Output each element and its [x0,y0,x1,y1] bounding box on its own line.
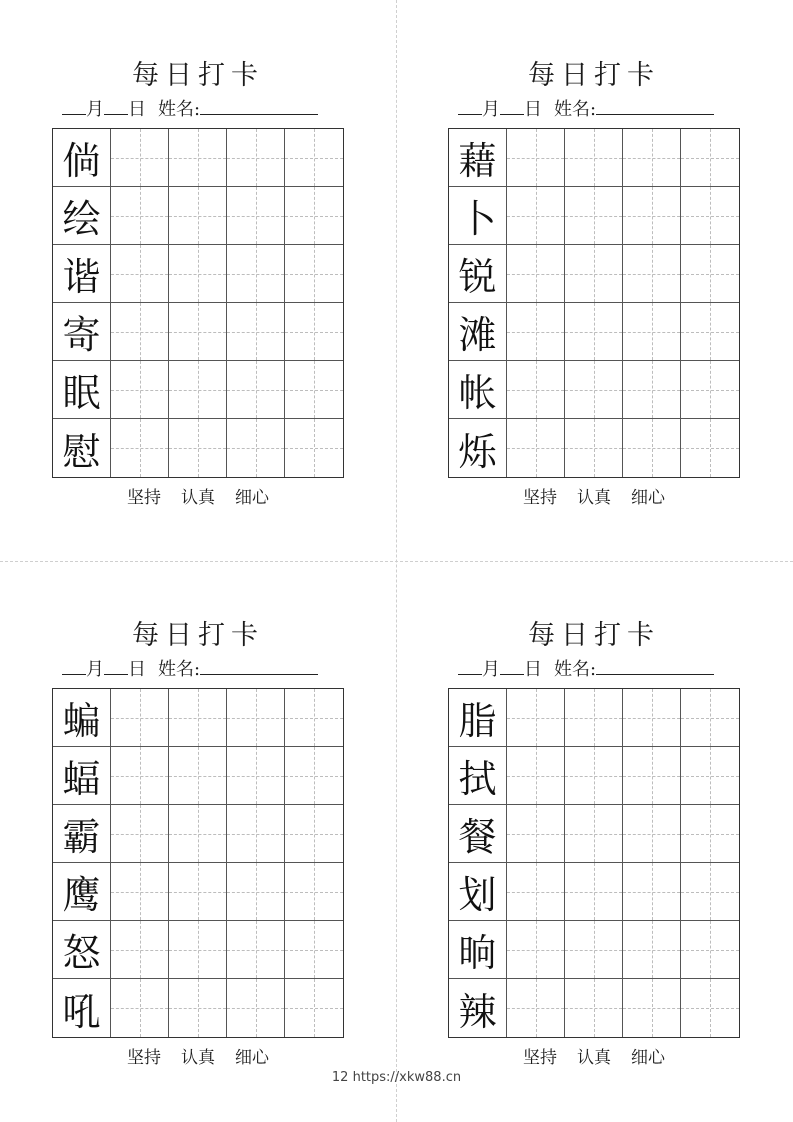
practice-cell[interactable] [565,747,623,805]
model-character: 鹰 [62,873,101,917]
model-character-cell [449,747,507,805]
day-blank[interactable] [104,656,128,675]
practice-cell[interactable] [623,419,681,477]
model-character-cell [53,689,111,747]
practice-cell[interactable] [507,805,565,863]
writing-grid [52,128,344,478]
practice-cell[interactable] [681,129,739,187]
practice-cell[interactable] [507,863,565,921]
practice-cell[interactable] [565,187,623,245]
model-character-cell [53,129,111,187]
practice-cell[interactable] [285,921,343,979]
month-blank[interactable] [458,96,482,115]
month-label: 月 [482,659,500,680]
practice-cell[interactable] [623,921,681,979]
practice-cell[interactable] [111,921,169,979]
practice-cell[interactable] [285,129,343,187]
model-character: 烁 [458,429,497,474]
practice-cell[interactable] [111,979,169,1037]
practice-cell[interactable] [565,979,623,1037]
motto-word: 细心 [235,488,269,508]
month-blank[interactable] [458,656,482,675]
practice-cell[interactable] [681,863,739,921]
model-character-cell [449,805,507,863]
writing-grid [448,688,740,1038]
practice-cell[interactable] [285,863,343,921]
practice-cell[interactable] [507,921,565,979]
practice-cell[interactable] [169,863,227,921]
practice-cell[interactable] [681,419,739,477]
practice-cell[interactable] [111,419,169,477]
practice-cell[interactable] [623,979,681,1037]
model-character: 蝙 [62,699,101,743]
practice-cell[interactable] [169,361,227,419]
practice-cell[interactable] [227,979,285,1037]
practice-cell[interactable] [285,419,343,477]
practice-cell[interactable] [565,303,623,361]
practice-cell[interactable] [169,805,227,863]
model-character: 划 [458,873,497,917]
motto-line [448,1046,740,1070]
practice-card [448,618,748,1078]
model-character: 眠 [62,371,101,415]
motto-word: 细心 [235,1048,269,1068]
motto-line [52,1046,344,1070]
motto-line [448,486,740,510]
practice-cell[interactable] [681,921,739,979]
name-blank[interactable] [596,96,714,115]
model-character-cell [53,979,111,1037]
footer-url: https://xkw88.cn [352,1070,462,1085]
practice-cell[interactable] [565,921,623,979]
motto-word: 认真 [181,488,215,508]
motto-word: 细心 [631,488,665,508]
name-blank[interactable] [200,96,318,115]
model-character: 锐 [458,255,497,299]
practice-cell[interactable] [623,361,681,419]
model-character: 慰 [62,429,101,474]
practice-cell[interactable] [169,979,227,1037]
practice-cell[interactable] [565,863,623,921]
practice-cell[interactable] [565,361,623,419]
practice-cell[interactable] [507,747,565,805]
practice-card [52,618,352,1078]
practice-cell[interactable] [623,805,681,863]
practice-cell[interactable] [681,805,739,863]
model-character-cell [53,245,111,303]
practice-cell[interactable] [681,303,739,361]
practice-cell[interactable] [623,303,681,361]
practice-cell[interactable] [227,805,285,863]
model-character: 倘 [62,139,101,183]
page-footer [0,1070,793,1085]
name-label: 姓名: [158,659,201,680]
model-character-cell [53,419,111,477]
model-character-cell [449,245,507,303]
model-character-cell [53,863,111,921]
practice-cell[interactable] [111,747,169,805]
practice-cell[interactable] [507,245,565,303]
practice-cell[interactable] [169,303,227,361]
model-character: 辣 [458,989,497,1034]
practice-cell[interactable] [507,187,565,245]
motto-word: 坚持 [523,488,557,508]
model-character-cell [449,921,507,979]
practice-cell[interactable] [507,129,565,187]
model-character: 晌 [458,931,497,975]
practice-card [448,58,748,518]
practice-cell[interactable] [169,921,227,979]
practice-cell[interactable] [169,129,227,187]
practice-cell[interactable] [681,979,739,1037]
practice-cell[interactable] [681,747,739,805]
model-character-cell [53,805,111,863]
name-label: 姓名: [554,99,597,120]
motto-word: 坚持 [127,488,161,508]
practice-cell[interactable] [227,361,285,419]
card-title: 每日打卡 [528,60,660,91]
motto-word: 认真 [181,1048,215,1068]
model-character-cell [53,921,111,979]
practice-cell[interactable] [169,245,227,303]
name-blank[interactable] [596,656,714,675]
practice-cell[interactable] [111,303,169,361]
motto-word: 认真 [577,488,611,508]
motto-word: 坚持 [523,1048,557,1068]
practice-cell[interactable] [285,979,343,1037]
model-character: 谐 [62,255,101,299]
practice-cell[interactable] [169,419,227,477]
model-character-cell [53,303,111,361]
model-character-cell [53,187,111,245]
month-label: 月 [86,659,104,680]
practice-cell[interactable] [507,303,565,361]
card-title: 每日打卡 [528,620,660,651]
date-name-line [458,96,748,120]
model-character: 滩 [458,313,497,357]
model-character-cell [449,187,507,245]
practice-cell[interactable] [285,245,343,303]
model-character-cell [449,361,507,419]
practice-cell[interactable] [227,419,285,477]
motto-line [52,486,344,510]
practice-cell[interactable] [565,419,623,477]
model-character-cell [53,747,111,805]
practice-cell[interactable] [285,361,343,419]
model-character: 帐 [458,371,497,415]
day-label: 日 [524,99,542,120]
day-blank[interactable] [104,96,128,115]
model-character-cell [449,129,507,187]
model-character: 拭 [458,757,497,801]
practice-cell[interactable] [285,747,343,805]
day-blank[interactable] [500,656,524,675]
day-blank[interactable] [500,96,524,115]
practice-cell[interactable] [285,187,343,245]
model-character: 吼 [62,989,101,1034]
model-character: 怒 [62,931,101,975]
card-title: 每日打卡 [132,60,264,91]
practice-cell[interactable] [565,805,623,863]
month-blank[interactable] [62,96,86,115]
name-label: 姓名: [554,659,597,680]
practice-card [52,58,352,518]
practice-cell[interactable] [681,689,739,747]
practice-cell[interactable] [285,303,343,361]
model-character: 霸 [62,815,101,859]
practice-cell[interactable] [111,361,169,419]
name-blank[interactable] [200,656,318,675]
practice-cell[interactable] [227,303,285,361]
practice-cell[interactable] [507,979,565,1037]
date-name-line [458,656,748,680]
practice-cell[interactable] [227,129,285,187]
practice-cell[interactable] [623,245,681,303]
practice-cell[interactable] [227,689,285,747]
practice-cell[interactable] [169,747,227,805]
practice-cell[interactable] [623,863,681,921]
model-character-cell [449,979,507,1037]
practice-cell[interactable] [111,863,169,921]
practice-cell[interactable] [111,689,169,747]
motto-word: 认真 [577,1048,611,1068]
day-label: 日 [128,99,146,120]
practice-cell[interactable] [111,245,169,303]
horizontal-cut-line [0,561,793,562]
model-character-cell [449,419,507,477]
practice-cell[interactable] [565,129,623,187]
practice-cell[interactable] [623,129,681,187]
model-character: 脂 [458,699,497,743]
model-character: 绘 [62,197,101,241]
practice-cell[interactable] [681,187,739,245]
motto-word: 细心 [631,1048,665,1068]
month-label: 月 [86,99,104,120]
practice-cell[interactable] [565,245,623,303]
model-character: 寄 [62,313,101,357]
practice-cell[interactable] [623,187,681,245]
model-character: 餐 [458,815,497,859]
model-character: 藉 [458,139,497,183]
practice-cell[interactable] [169,187,227,245]
practice-cell[interactable] [227,747,285,805]
date-name-line [62,96,352,120]
model-character-cell [449,689,507,747]
model-character-cell [449,863,507,921]
page-number: 12 [331,1070,349,1085]
practice-cell[interactable] [285,805,343,863]
practice-cell[interactable] [111,805,169,863]
practice-cell[interactable] [111,129,169,187]
practice-cell[interactable] [227,245,285,303]
practice-cell[interactable] [285,689,343,747]
practice-cell[interactable] [227,187,285,245]
writing-grid [52,688,344,1038]
card-title: 每日打卡 [132,620,264,651]
date-name-line [62,656,352,680]
practice-cell[interactable] [565,689,623,747]
practice-cell[interactable] [169,689,227,747]
practice-cell[interactable] [227,863,285,921]
motto-word: 坚持 [127,1048,161,1068]
model-character: 蝠 [62,757,101,801]
model-character-cell [449,303,507,361]
writing-grid [448,128,740,478]
day-label: 日 [524,659,542,680]
model-character-cell [53,361,111,419]
practice-cell[interactable] [507,689,565,747]
practice-cell[interactable] [227,921,285,979]
practice-cell[interactable] [111,187,169,245]
model-character: 卜 [458,197,497,241]
practice-cell[interactable] [681,245,739,303]
practice-cell[interactable] [623,747,681,805]
day-label: 日 [128,659,146,680]
practice-cell[interactable] [507,361,565,419]
month-blank[interactable] [62,656,86,675]
name-label: 姓名: [158,99,201,120]
practice-cell[interactable] [681,361,739,419]
practice-cell[interactable] [507,419,565,477]
practice-cell[interactable] [623,689,681,747]
month-label: 月 [482,99,500,120]
